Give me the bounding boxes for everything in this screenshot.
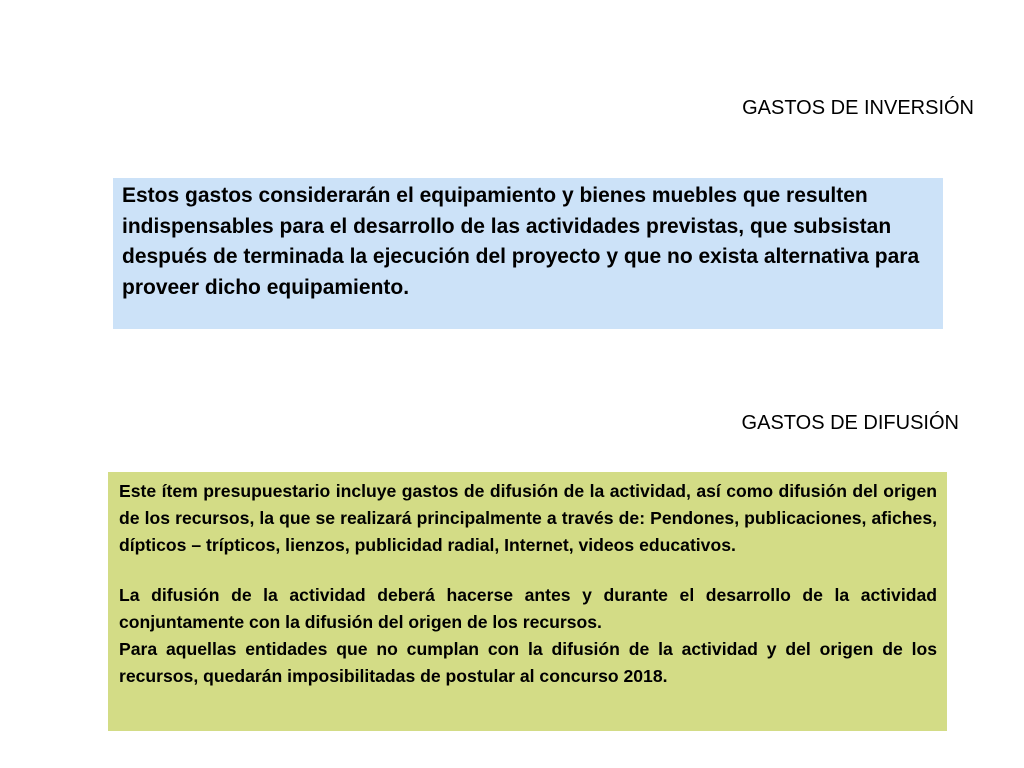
gastos-inversion-box — [113, 178, 943, 329]
gastos-inversion-heading: GASTOS DE INVERSIÓN — [742, 97, 974, 119]
difusion-paragraph-timing: La difusión de la actividad deberá hacerse antes y durante el desarrollo de la actividad conjuntamente con la difusión del origen de los recursos. — [119, 585, 937, 632]
gastos-difusion-box — [108, 472, 947, 731]
difusion-paragraph-penalty: Para aquellas entidades que no cumplan con la difusión de la actividad y del origen de los recursos, quedarán imposibilitadas de postular al concurso 2018. — [119, 639, 937, 686]
gastos-difusion-heading: GASTOS DE DIFUSIÓN — [741, 412, 959, 434]
difusion-paragraph-items: Este ítem presupuestario incluye gastos de difusión de la actividad, así como difusión del origen de los recursos, la que se realizará principalmente a través de: Pendones, publicaciones, afiches, dípticos – trípticos, lienzos, publicidad radial, Internet, videos educativos. — [119, 481, 937, 555]
gastos-inversion-text: Estos gastos considerarán el equipamiento y bienes muebles que resulten indispensables para el desarrollo de las actividades previstas, que subsistan después de terminada la ejecución del proyecto y que no exista alternativa para proveer dicho equipamiento. — [122, 184, 920, 299]
